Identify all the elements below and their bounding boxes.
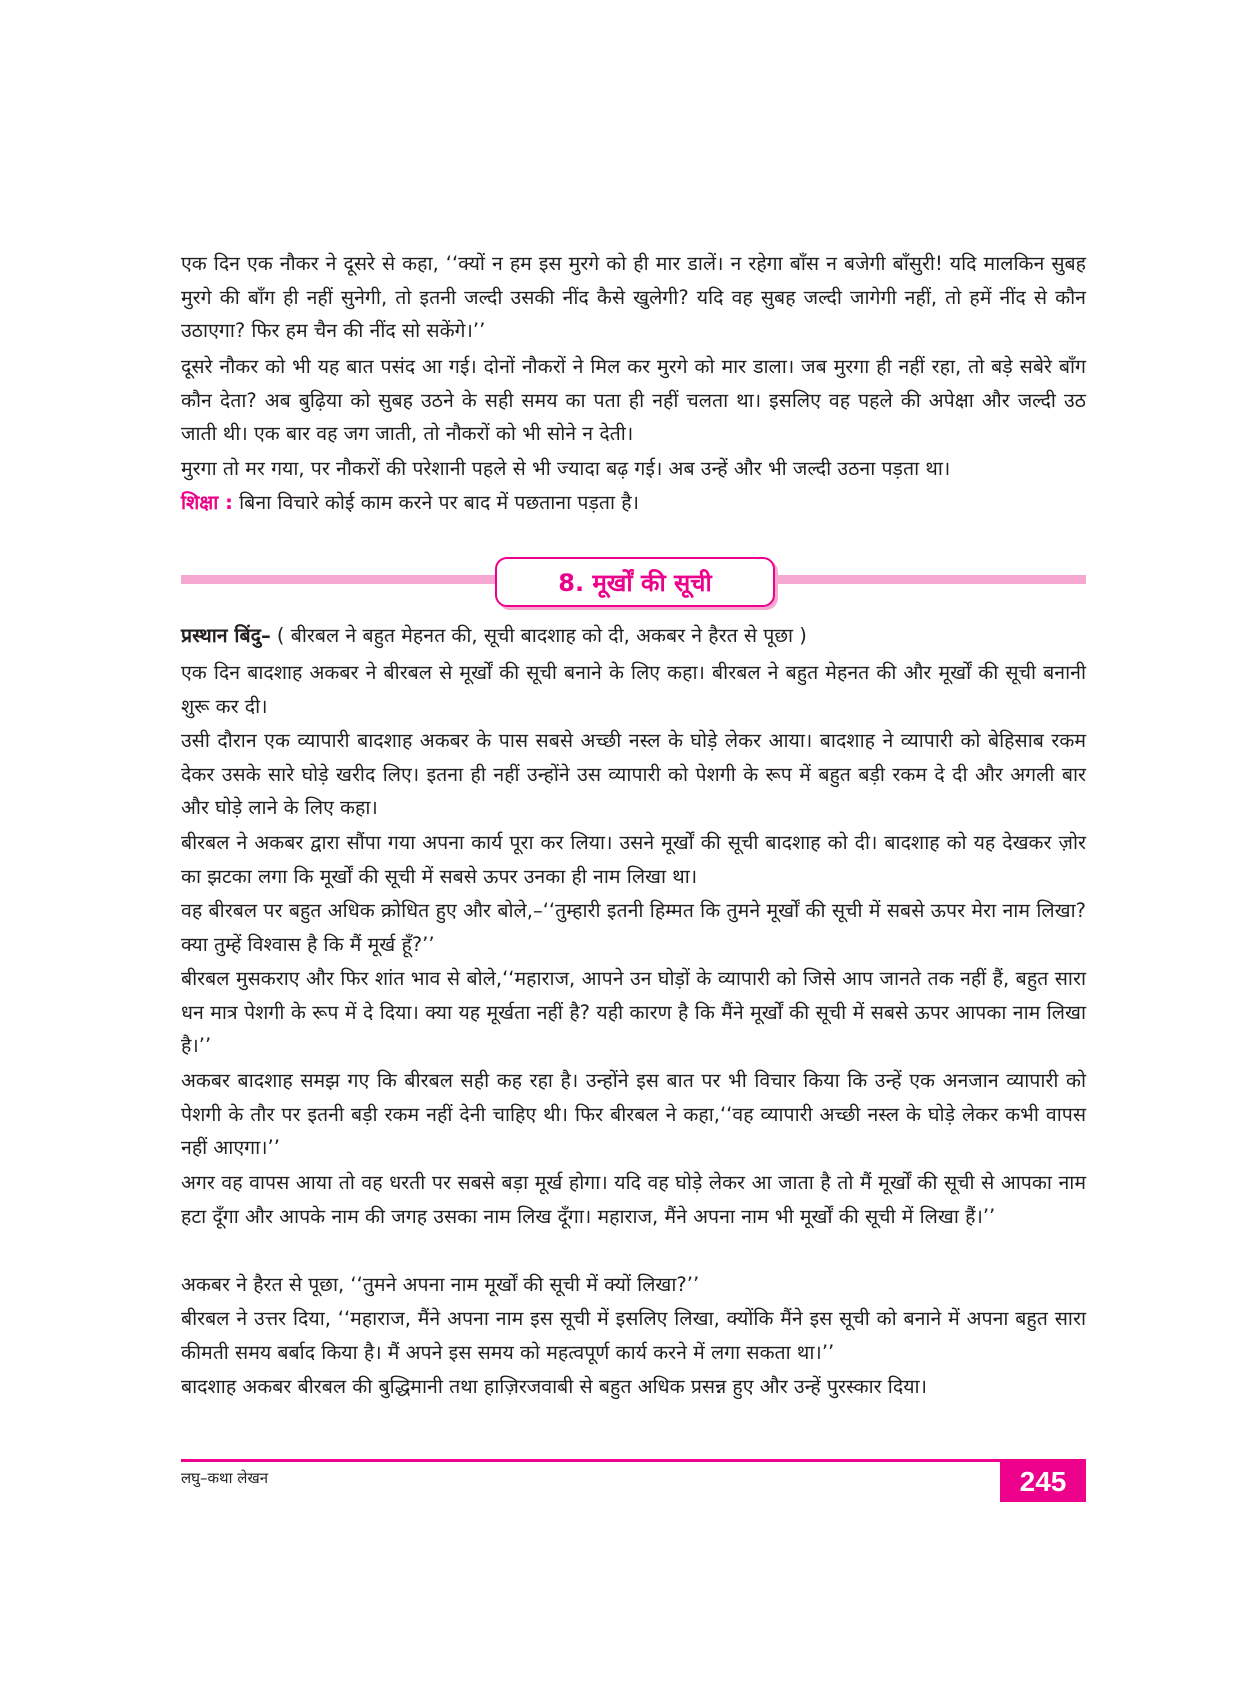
starting-points-text: ( बीरबल ने बहुत मेहनत की, सूची बादशाह को दी, अकबर ने हैरत से पूछा ) bbox=[270, 624, 807, 647]
story-paragraph: अकबर बादशाह समझ गए कि बीरबल सही कह रहा है। उन्होंने इस बात पर भी विचार किया कि उन्हें एक अनजान व्यापारी को पेशगी के तौर पर इतनी बड़ी रकम नहीं देनी चाहिए थी। फिर बीरबल ने कहा,‘‘वह व्यापारी अच्छी नस्ल के घोड़े लेकर कभी वापस नहीं आएगा।’’ bbox=[181, 1069, 1086, 1159]
story-paragraph: वह बीरबल पर बहुत अधिक क्रोधित हुए और बोले,–‘‘तुम्हारी इतनी हिम्मत कि तुमने मूर्खों की सूची में सबसे ऊपर मेरा नाम लिखा? क्या तुम्हें विश्वास है कि मैं मूर्ख हूँ?’’ bbox=[181, 899, 1086, 956]
story-paragraph: एक दिन एक नौकर ने दूसरे से कहा, ‘‘क्यों न हम इस मुरगे को ही मार डालें। न रहेगा बाँस न बजेगी बाँसुरी! यदि मालकिन सुबह मुरगे की बाँग ही नहीं सुनेगी, तो इतनी जल्दी उसकी नींद कैसे खुलेगी? यदि वह सुबह जल्दी जागेगी नहीं, तो हमें नींद से कौन उठाएगा? फिर हम चैन की नींद सो सकेंगे।’’ bbox=[181, 252, 1086, 342]
story-paragraph: बीरबल ने उत्तर दिया, ‘‘महाराज, मैंने अपना नाम इस सूची में इसलिए लिखा, क्योंकि मैंने इस सूची को बनाने में अपना बहुत सारा कीमती समय बर्बाद किया है। मैं अपने इस समय को महत्वपूर्ण कार्य करने में लगा सकता था।’’ bbox=[181, 1307, 1086, 1364]
story-paragraph: बादशाह अकबर बीरबल की बुद्धिमानी तथा हाज़िरजवाबी से बहुत अधिक प्रसन्न हुए और उन्हें पुरस्कार दिया। bbox=[181, 1375, 927, 1398]
starting-points bbox=[181, 619, 1086, 653]
starting-points-label: प्रस्थान बिंदु– bbox=[181, 624, 271, 647]
story-paragraph: उसी दौरान एक व्यापारी बादशाह अकबर के पास सबसे अच्छी नस्ल के घोड़े लेकर आया। बादशाह ने व्यापारी को बेहिसाब रकम देकर उसके सारे घोड़े खरीद लिए। इतना ही नहीं उन्होंने उस व्यापारी को पेशगी के रूप में बहुत बड़ी रकम दे दी और अगली बार और घोड़े लाने के लिए कहा। bbox=[181, 729, 1086, 819]
moral-label: शिक्षा : bbox=[181, 491, 233, 514]
story-paragraph: दूसरे नौकर को भी यह बात पसंद आ गई। दोनों नौकरों ने मिल कर मुरगे को मार डाला। जब मुरगा ही नहीं रहा, तो बड़े सबेरे बाँग कौन देता? अब बुढ़िया को सुबह उठने के सही समय का पता ही नहीं चलता था। इसलिए वह पहले की अपेक्षा और जल्दी उठ जाती थी। एक बार वह जग जाती, तो नौकरों को भी सोने न देती। bbox=[181, 355, 1086, 445]
story-paragraph: मुरगा तो मर गया, पर नौकरों की परेशानी पहले से भी ज्यादा बढ़ गई। अब उन्हें और भी जल्दी उठना पड़ता था। bbox=[181, 457, 951, 480]
moral-line bbox=[181, 486, 1086, 520]
story-paragraph: बीरबल मुसकराए और फिर शांत भाव से बोले,‘‘महाराज, आपने उन घोड़ों के व्यापारी को जिसे आप जानते तक नहीं हैं, बहुत सारा धन मात्र पेशगी के रूप में दे दिया। क्या यह मूर्खता नहीं है? यही कारण है कि मैंने मूर्खों की सूची में सबसे ऊपर आपका नाम लिखा है।’’ bbox=[181, 967, 1086, 1057]
footer-section-title: लघु–कथा लेखन bbox=[181, 1469, 269, 1487]
story-paragraph: बीरबल ने अकबर द्वारा सौंपा गया अपना कार्य पूरा कर लिया। उसने मूर्खों की सूची बादशाह को दी। बादशाह को यह देखकर ज़ोर का झटका लगा कि मूर्खों की सूची में सबसे ऊपर उनका ही नाम लिखा था। bbox=[181, 831, 1086, 888]
moral-text: बिना विचारे कोई काम करने पर बाद में पछताना पड़ता है। bbox=[232, 491, 639, 514]
footer-rule bbox=[181, 1459, 1086, 1462]
story-paragraph: अकबर ने हैरत से पूछा, ‘‘तुमने अपना नाम मूर्खों की सूची में क्यों लिखा?’’ bbox=[181, 1273, 700, 1296]
page-number: 245 bbox=[1000, 1462, 1086, 1502]
story-paragraph: एक दिन बादशाह अकबर ने बीरबल से मूर्खों की सूची बनाने के लिए कहा। बीरबल ने बहुत मेहनत की और मूर्खों की सूची बनानी शुरू कर दी। bbox=[181, 661, 1086, 718]
story-paragraph: अगर वह वापस आया तो वह धरती पर सबसे बड़ा मूर्ख होगा। यदि वह घोड़े लेकर आ जाता है तो मैं मूर्खों की सूची से आपका नाम हटा दूँगा और आपके नाम की जगह उसका नाम लिख दूँगा। महाराज, मैंने अपना नाम भी मूर्खों की सूची में लिखा हैं।’’ bbox=[181, 1171, 1086, 1228]
story-title: 8. मूर्खों की सूची bbox=[495, 557, 775, 607]
